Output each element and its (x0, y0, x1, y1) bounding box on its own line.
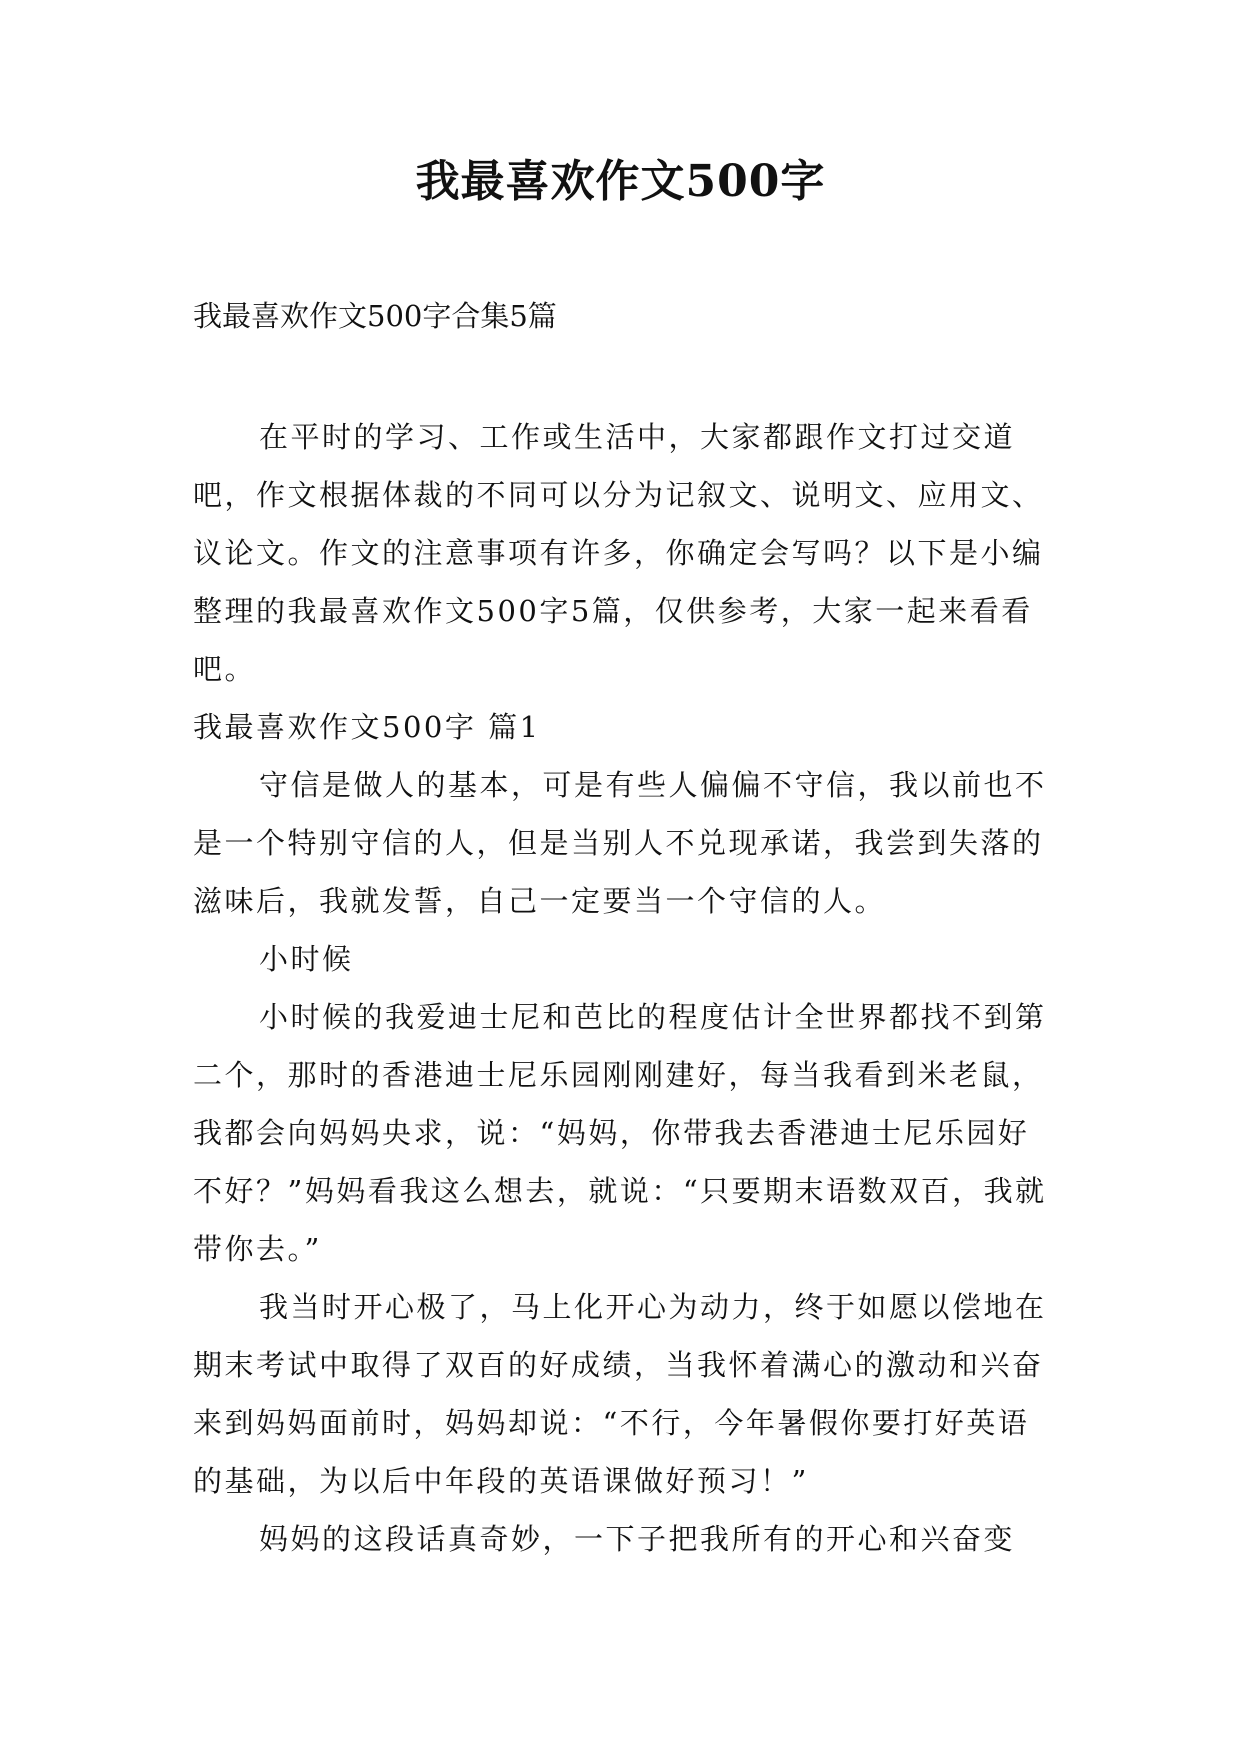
paragraph-heading: 小时候 (259, 942, 354, 976)
document-title: 我最喜欢作文500字 (415, 156, 826, 207)
section-heading: 我最喜欢作文500字 篇1 (193, 710, 541, 744)
paragraph: 我当时开心极了，马上化开心为动力，终于如愿以偿地在期末考试中取得了双百的好成绩，当我怀着满心的激动和兴奋来到妈妈面前时，妈妈却说：“不行，今年暑假你要打好英语的基础，为以后中年段的英语课做好预习！” (193, 1290, 1047, 1498)
paragraph: 守信是做人的基本，可是有些人偏偏不守信，我以前也不是一个特别守信的人，但是当别人不兑现承诺，我尝到失落的滋味后，我就发誓，自己一定要当一个守信的人。 (193, 768, 1047, 918)
document-body (193, 408, 1055, 1568)
paragraph: 小时候的我爱迪士尼和芭比的程度估计全世界都找不到第二个，那时的香港迪士尼乐园刚刚建好，每当我看到米老鼠，我都会向妈妈央求，说：“妈妈，你带我去香港迪士尼乐园好不好？”妈妈看我这么想去，就说：“只要期末语数双百，我就带你去。” (193, 1000, 1047, 1266)
document-subtitle: 我最喜欢作文500字合集5篇 (193, 299, 557, 333)
intro-paragraph: 在平时的学习、工作或生活中，大家都跟作文打过交道吧，作文根据体裁的不同可以分为记叙文、说明文、应用文、议论文。作文的注意事项有许多，你确定会写吗？以下是小编整理的我最喜欢作文500字5篇，仅供参考，大家一起来看看吧。 (193, 420, 1044, 686)
paragraph: 妈妈的这段话真奇妙，一下子把我所有的开心和兴奋变 (259, 1522, 1016, 1556)
